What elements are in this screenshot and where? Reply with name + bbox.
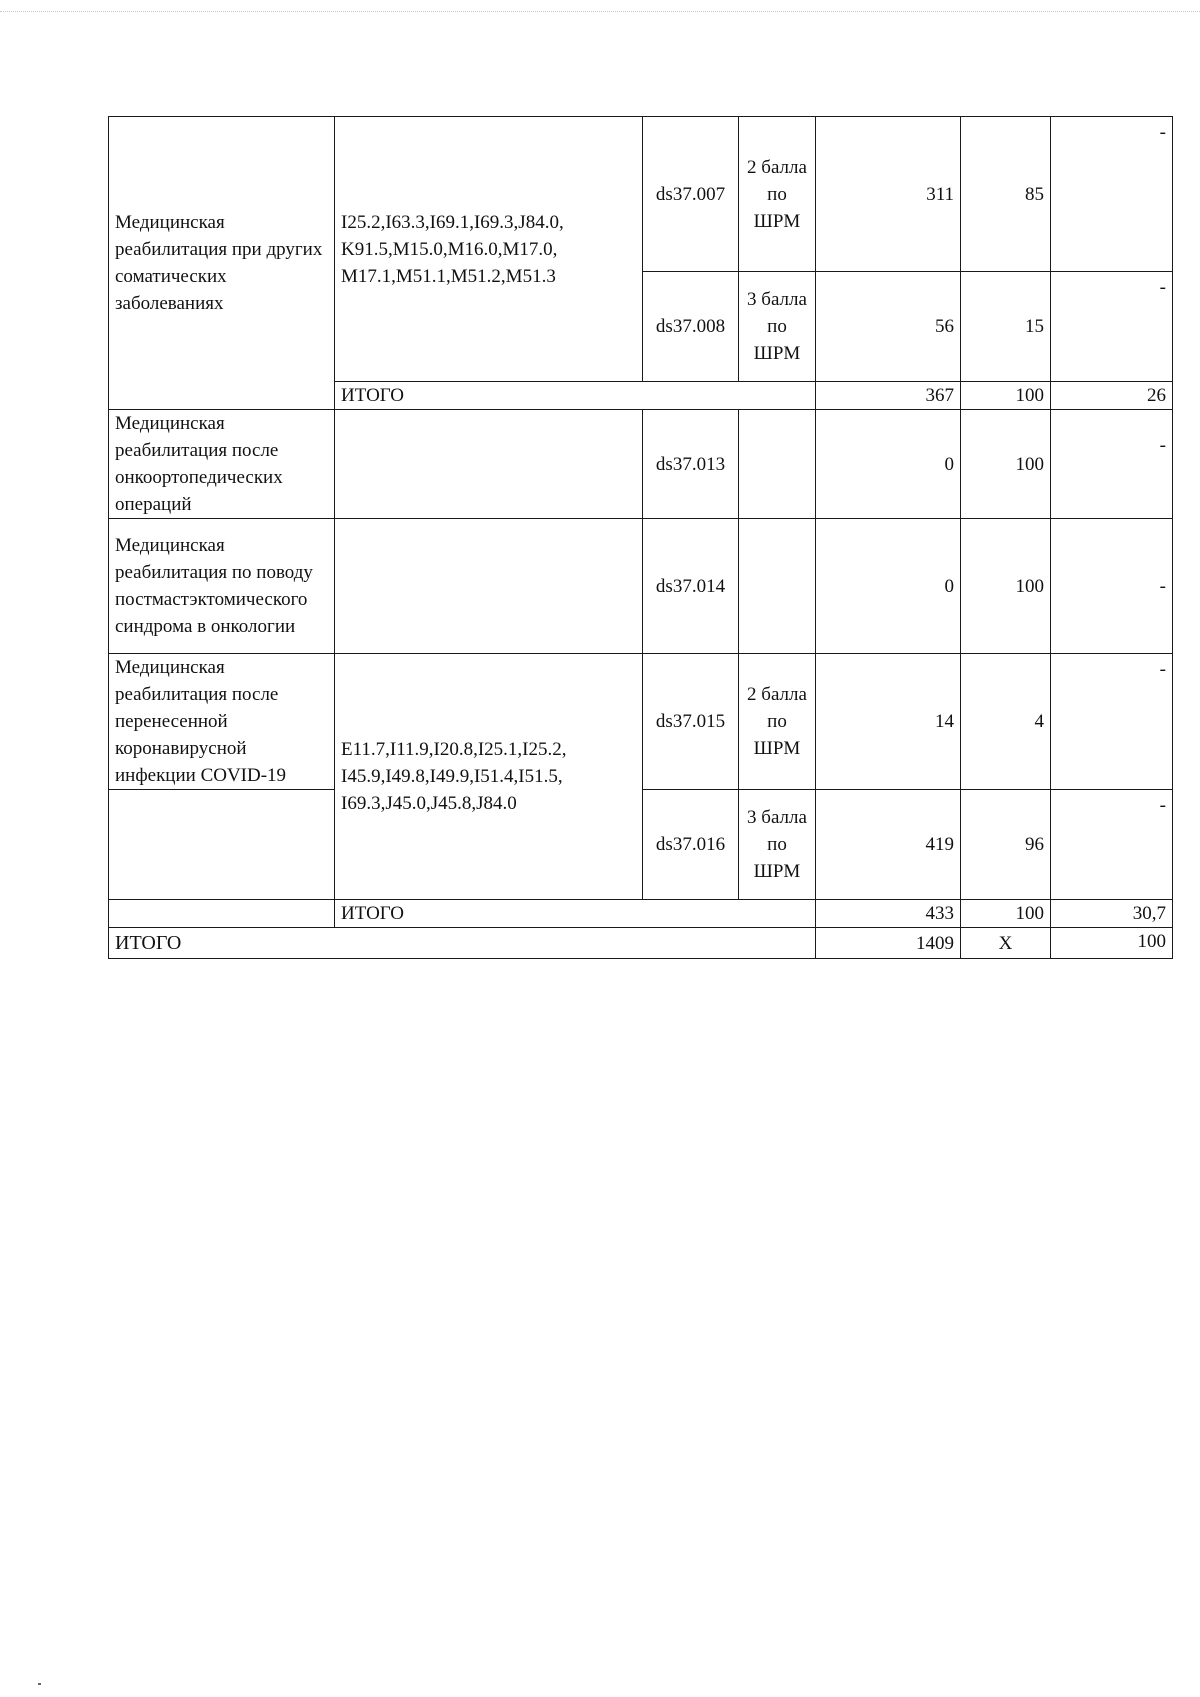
diagnosis-codes: E11.7,I11.9,I20.8,I25.1,I25.2, I45.9,I49.8,I49.9,I51.4,I51.5, I69.3,J45.0,J45.8,J84.0 bbox=[341, 739, 567, 814]
rehab-score-empty bbox=[739, 519, 816, 654]
rehab-name: Медицинская реабилитация после онкоортопедических операций bbox=[109, 410, 335, 519]
case-count: 311 bbox=[816, 117, 961, 272]
share-cell bbox=[1051, 654, 1173, 790]
subtotal-count: 367 bbox=[816, 382, 961, 410]
subtotal-row bbox=[109, 900, 1173, 928]
share-value: - bbox=[1159, 435, 1166, 456]
ksg-code: ds37.015 bbox=[643, 654, 739, 790]
subtotal-count: 433 bbox=[816, 900, 961, 928]
share-cell bbox=[1051, 117, 1173, 272]
table-row bbox=[109, 117, 1173, 272]
grand-total-count: 1409 bbox=[816, 928, 961, 959]
rehab-score: 3 балла по ШРМ bbox=[739, 790, 816, 900]
case-count: 0 bbox=[816, 410, 961, 519]
rehabilitation-table bbox=[108, 116, 1173, 959]
grand-total-label: ИТОГО bbox=[109, 928, 816, 959]
share-value: - bbox=[1159, 277, 1166, 298]
case-percent: 85 bbox=[961, 117, 1051, 272]
subtotal-label: ИТОГО bbox=[335, 382, 816, 410]
table-row bbox=[109, 519, 1173, 654]
ksg-code: ds37.014 bbox=[643, 519, 739, 654]
subtotal-share: 30,7 bbox=[1051, 900, 1173, 928]
subtotal-percent: 100 bbox=[961, 382, 1051, 410]
grand-total-row bbox=[109, 928, 1173, 959]
case-percent: 96 bbox=[961, 790, 1051, 900]
rehab-name-cell bbox=[109, 117, 335, 410]
case-count: 0 bbox=[816, 519, 961, 654]
rehab-name: Медицинская реабилитация при других соматических заболеваниях bbox=[115, 212, 323, 314]
ksg-code: ds37.008 bbox=[643, 272, 739, 382]
ksg-code: ds37.007 bbox=[643, 117, 739, 272]
grand-total-share: 100 bbox=[1051, 928, 1173, 959]
diagnosis-codes: I25.2,I63.3,I69.1,I69.3,J84.0, K91.5,M15.0,M16.0,M17.0, M17.1,M51.1,M51.2,M51.3 bbox=[341, 211, 564, 287]
table-row bbox=[109, 654, 1173, 790]
case-percent: 15 bbox=[961, 272, 1051, 382]
case-percent: 100 bbox=[961, 410, 1051, 519]
case-count: 419 bbox=[816, 790, 961, 900]
diagnosis-codes-cell bbox=[335, 654, 643, 900]
subtotal-share: 26 bbox=[1051, 382, 1173, 410]
rehab-score: 3 балла по ШРМ bbox=[739, 272, 816, 382]
table-row bbox=[109, 410, 1173, 519]
grand-total-percent: X bbox=[961, 928, 1051, 959]
rehab-score: 2 балла по ШРМ bbox=[739, 654, 816, 790]
share-value: - bbox=[1159, 122, 1166, 143]
case-count: 14 bbox=[816, 654, 961, 790]
ksg-code: ds37.016 bbox=[643, 790, 739, 900]
rehab-score: 2 балла по ШРМ bbox=[739, 117, 816, 272]
ksg-code: ds37.013 bbox=[643, 410, 739, 519]
share-value: - bbox=[1159, 795, 1166, 816]
subtotal-percent: 100 bbox=[961, 900, 1051, 928]
share-value: - bbox=[1159, 659, 1166, 680]
rehab-name: Медицинская реабилитация по поводу постмастэктомического синдрома в онкологии bbox=[109, 519, 335, 654]
share-cell bbox=[1051, 410, 1173, 519]
scan-speck bbox=[38, 1683, 41, 1685]
diagnosis-codes-empty bbox=[335, 519, 643, 654]
scan-top-edge bbox=[0, 11, 1200, 13]
case-percent: 4 bbox=[961, 654, 1051, 790]
rehab-name-empty bbox=[109, 790, 335, 900]
diagnosis-codes-cell bbox=[335, 117, 643, 382]
case-percent: 100 bbox=[961, 519, 1051, 654]
rehab-name-empty bbox=[109, 900, 335, 928]
share-cell bbox=[1051, 272, 1173, 382]
diagnosis-codes-empty bbox=[335, 410, 643, 519]
share-value: - bbox=[1051, 519, 1173, 654]
rehab-name: Медицинская реабилитация после перенесенной коронавирусной инфекции COVID-19 bbox=[109, 654, 335, 790]
subtotal-label: ИТОГО bbox=[335, 900, 816, 928]
rehab-score-empty bbox=[739, 410, 816, 519]
share-cell bbox=[1051, 790, 1173, 900]
case-count: 56 bbox=[816, 272, 961, 382]
